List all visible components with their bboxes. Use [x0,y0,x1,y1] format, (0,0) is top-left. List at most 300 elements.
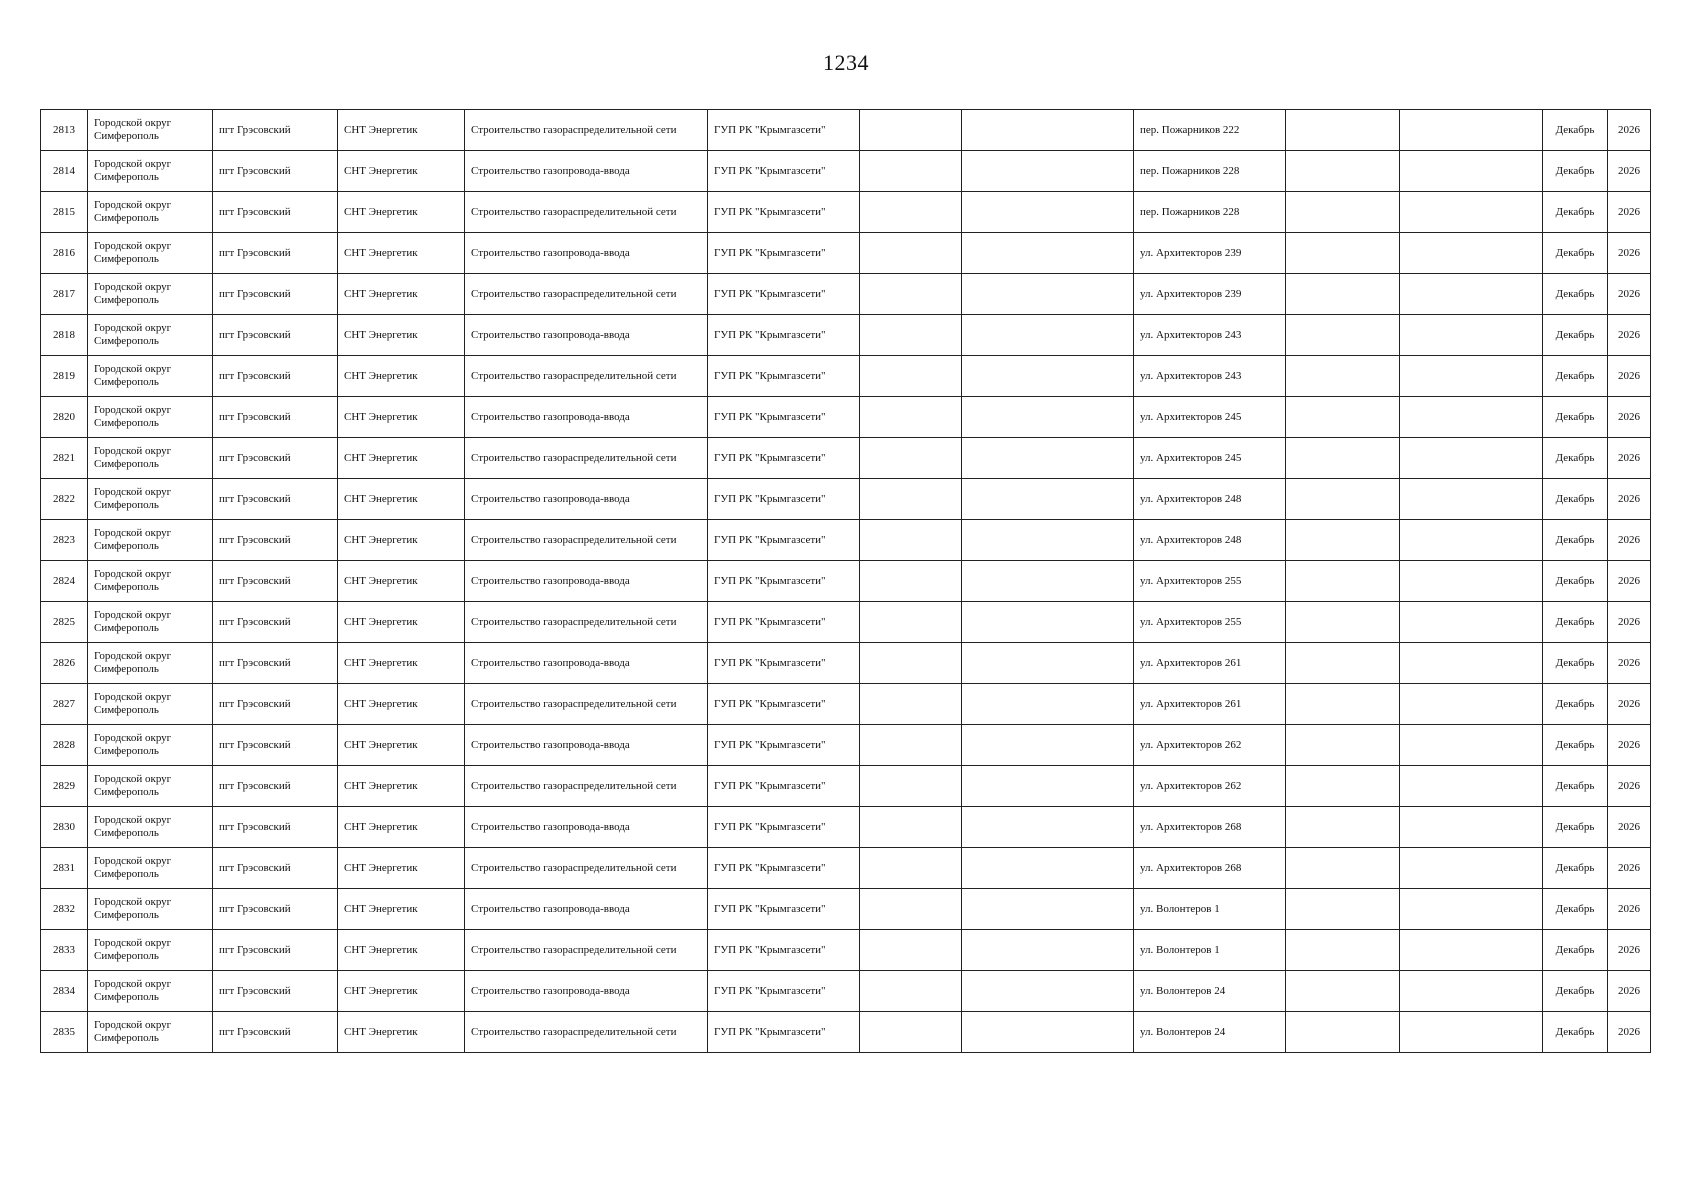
work-type-cell: Строительство газораспределительной сети [465,192,708,233]
month-cell: Декабрь [1543,356,1608,397]
empty-cell [962,397,1134,438]
area-cell: СНТ Энергетик [338,1012,465,1053]
area-cell: СНТ Энергетик [338,889,465,930]
work-type-cell: Строительство газораспределительной сети [465,930,708,971]
empty-cell [962,151,1134,192]
district-cell: Городской округ Симферополь [88,807,213,848]
month-cell: Декабрь [1543,397,1608,438]
empty-cell [1286,520,1400,561]
address-cell: ул. Архитекторов 261 [1134,684,1286,725]
work-type-cell: Строительство газопровода-ввода [465,889,708,930]
work-type-cell: Строительство газораспределительной сети [465,1012,708,1053]
row-number-cell: 2816 [41,233,88,274]
registry-table [40,109,1651,1053]
area-cell: СНТ Энергетик [338,561,465,602]
district-cell: Городской округ Симферополь [88,848,213,889]
organization-cell: ГУП РК "Крымгазсети" [708,725,860,766]
empty-cell [860,1012,962,1053]
empty-cell [1286,397,1400,438]
settlement-cell: пгт Грэсовский [213,315,338,356]
table-row [41,233,1651,274]
month-cell: Декабрь [1543,725,1608,766]
empty-cell [860,602,962,643]
settlement-cell: пгт Грэсовский [213,684,338,725]
empty-cell [1400,643,1543,684]
address-cell: ул. Волонтеров 1 [1134,930,1286,971]
empty-cell [1400,520,1543,561]
empty-cell [962,561,1134,602]
empty-cell [1400,1012,1543,1053]
organization-cell: ГУП РК "Крымгазсети" [708,274,860,315]
empty-cell [1400,397,1543,438]
month-cell: Декабрь [1543,848,1608,889]
address-cell: ул. Архитекторов 243 [1134,356,1286,397]
work-type-cell: Строительство газораспределительной сети [465,110,708,151]
empty-cell [1286,602,1400,643]
row-number-cell: 2820 [41,397,88,438]
area-cell: СНТ Энергетик [338,520,465,561]
district-cell: Городской округ Симферополь [88,233,213,274]
row-number-cell: 2827 [41,684,88,725]
empty-cell [1400,807,1543,848]
address-cell: ул. Архитекторов 262 [1134,766,1286,807]
table-row [41,315,1651,356]
address-cell: ул. Волонтеров 1 [1134,889,1286,930]
organization-cell: ГУП РК "Крымгазсети" [708,356,860,397]
empty-cell [962,192,1134,233]
row-number-cell: 2814 [41,151,88,192]
table-row [41,479,1651,520]
table-row [41,110,1651,151]
empty-cell [1286,1012,1400,1053]
empty-cell [1400,315,1543,356]
district-cell: Городской округ Симферополь [88,315,213,356]
month-cell: Декабрь [1543,438,1608,479]
table-row [41,438,1651,479]
settlement-cell: пгт Грэсовский [213,561,338,602]
table-row [41,848,1651,889]
empty-cell [1400,479,1543,520]
empty-cell [962,971,1134,1012]
table-row [41,643,1651,684]
empty-cell [860,889,962,930]
empty-cell [1286,110,1400,151]
row-number-cell: 2830 [41,807,88,848]
empty-cell [1400,725,1543,766]
district-cell: Городской округ Симферополь [88,438,213,479]
work-type-cell: Строительство газопровода-ввода [465,643,708,684]
organization-cell: ГУП РК "Крымгазсети" [708,151,860,192]
work-type-cell: Строительство газопровода-ввода [465,151,708,192]
empty-cell [1286,561,1400,602]
empty-cell [1400,684,1543,725]
district-cell: Городской округ Симферополь [88,684,213,725]
empty-cell [860,192,962,233]
empty-cell [860,397,962,438]
empty-cell [1286,848,1400,889]
empty-cell [860,151,962,192]
empty-cell [962,315,1134,356]
empty-cell [962,889,1134,930]
month-cell: Декабрь [1543,602,1608,643]
empty-cell [1286,479,1400,520]
table-row [41,766,1651,807]
table-row [41,930,1651,971]
empty-cell [962,807,1134,848]
empty-cell [1286,233,1400,274]
month-cell: Декабрь [1543,684,1608,725]
work-type-cell: Строительство газопровода-ввода [465,561,708,602]
month-cell: Декабрь [1543,233,1608,274]
empty-cell [962,602,1134,643]
empty-cell [860,971,962,1012]
empty-cell [962,233,1134,274]
table-row [41,889,1651,930]
address-cell: ул. Архитекторов 245 [1134,438,1286,479]
organization-cell: ГУП РК "Крымгазсети" [708,397,860,438]
work-type-cell: Строительство газораспределительной сети [465,848,708,889]
address-cell: пер. Пожарников 222 [1134,110,1286,151]
area-cell: СНТ Энергетик [338,438,465,479]
empty-cell [1286,192,1400,233]
row-number-cell: 2828 [41,725,88,766]
area-cell: СНТ Энергетик [338,971,465,1012]
year-cell: 2026 [1608,274,1651,315]
row-number-cell: 2825 [41,602,88,643]
empty-cell [860,479,962,520]
organization-cell: ГУП РК "Крымгазсети" [708,192,860,233]
area-cell: СНТ Энергетик [338,192,465,233]
address-cell: ул. Архитекторов 268 [1134,848,1286,889]
settlement-cell: пгт Грэсовский [213,151,338,192]
year-cell: 2026 [1608,725,1651,766]
empty-cell [1400,889,1543,930]
month-cell: Декабрь [1543,315,1608,356]
empty-cell [962,356,1134,397]
row-number-cell: 2833 [41,930,88,971]
year-cell: 2026 [1608,233,1651,274]
work-type-cell: Строительство газопровода-ввода [465,397,708,438]
address-cell: ул. Архитекторов 261 [1134,643,1286,684]
month-cell: Декабрь [1543,520,1608,561]
row-number-cell: 2822 [41,479,88,520]
row-number-cell: 2831 [41,848,88,889]
organization-cell: ГУП РК "Крымгазсети" [708,971,860,1012]
area-cell: СНТ Энергетик [338,110,465,151]
empty-cell [860,274,962,315]
empty-cell [1400,151,1543,192]
month-cell: Декабрь [1543,643,1608,684]
empty-cell [860,561,962,602]
work-type-cell: Строительство газопровода-ввода [465,725,708,766]
month-cell: Декабрь [1543,561,1608,602]
year-cell: 2026 [1608,602,1651,643]
row-number-cell: 2823 [41,520,88,561]
month-cell: Декабрь [1543,479,1608,520]
empty-cell [860,315,962,356]
district-cell: Городской округ Симферополь [88,151,213,192]
area-cell: СНТ Энергетик [338,479,465,520]
empty-cell [962,110,1134,151]
work-type-cell: Строительство газопровода-ввода [465,807,708,848]
empty-cell [1400,438,1543,479]
table-row [41,397,1651,438]
empty-cell [1400,110,1543,151]
district-cell: Городской округ Симферополь [88,930,213,971]
work-type-cell: Строительство газораспределительной сети [465,438,708,479]
area-cell: СНТ Энергетик [338,233,465,274]
organization-cell: ГУП РК "Крымгазсети" [708,766,860,807]
district-cell: Городской округ Симферополь [88,110,213,151]
year-cell: 2026 [1608,192,1651,233]
work-type-cell: Строительство газораспределительной сети [465,766,708,807]
table-row [41,807,1651,848]
empty-cell [860,930,962,971]
table-row [41,971,1651,1012]
area-cell: СНТ Энергетик [338,602,465,643]
district-cell: Городской округ Симферополь [88,479,213,520]
address-cell: ул. Архитекторов 268 [1134,807,1286,848]
area-cell: СНТ Энергетик [338,274,465,315]
table-row [41,725,1651,766]
table-row [41,192,1651,233]
address-cell: ул. Архитекторов 255 [1134,602,1286,643]
empty-cell [962,274,1134,315]
settlement-cell: пгт Грэсовский [213,438,338,479]
address-cell: ул. Волонтеров 24 [1134,1012,1286,1053]
district-cell: Городской округ Симферополь [88,397,213,438]
empty-cell [1286,356,1400,397]
work-type-cell: Строительство газораспределительной сети [465,356,708,397]
address-cell: ул. Архитекторов 255 [1134,561,1286,602]
address-cell: пер. Пожарников 228 [1134,192,1286,233]
empty-cell [1400,356,1543,397]
year-cell: 2026 [1608,1012,1651,1053]
settlement-cell: пгт Грэсовский [213,643,338,684]
organization-cell: ГУП РК "Крымгазсети" [708,684,860,725]
organization-cell: ГУП РК "Крымгазсети" [708,930,860,971]
empty-cell [860,233,962,274]
empty-cell [1286,643,1400,684]
year-cell: 2026 [1608,561,1651,602]
organization-cell: ГУП РК "Крымгазсети" [708,438,860,479]
month-cell: Декабрь [1543,807,1608,848]
settlement-cell: пгт Грэсовский [213,520,338,561]
area-cell: СНТ Энергетик [338,848,465,889]
empty-cell [1400,971,1543,1012]
settlement-cell: пгт Грэсовский [213,930,338,971]
area-cell: СНТ Энергетик [338,356,465,397]
district-cell: Городской округ Симферополь [88,561,213,602]
work-type-cell: Строительство газопровода-ввода [465,233,708,274]
settlement-cell: пгт Грэсовский [213,766,338,807]
year-cell: 2026 [1608,151,1651,192]
organization-cell: ГУП РК "Крымгазсети" [708,848,860,889]
work-type-cell: Строительство газопровода-ввода [465,971,708,1012]
district-cell: Городской округ Симферополь [88,520,213,561]
empty-cell [860,684,962,725]
table-row [41,151,1651,192]
organization-cell: ГУП РК "Крымгазсети" [708,807,860,848]
year-cell: 2026 [1608,807,1651,848]
settlement-cell: пгт Грэсовский [213,397,338,438]
settlement-cell: пгт Грэсовский [213,479,338,520]
table-row [41,274,1651,315]
empty-cell [1286,930,1400,971]
year-cell: 2026 [1608,356,1651,397]
address-cell: ул. Архитекторов 245 [1134,397,1286,438]
month-cell: Декабрь [1543,971,1608,1012]
month-cell: Декабрь [1543,1012,1608,1053]
settlement-cell: пгт Грэсовский [213,807,338,848]
empty-cell [1286,971,1400,1012]
registry-rows [41,110,1651,1053]
settlement-cell: пгт Грэсовский [213,848,338,889]
empty-cell [1400,233,1543,274]
table-row [41,561,1651,602]
year-cell: 2026 [1608,438,1651,479]
district-cell: Городской округ Симферополь [88,602,213,643]
empty-cell [860,807,962,848]
empty-cell [1286,725,1400,766]
empty-cell [1400,602,1543,643]
empty-cell [962,438,1134,479]
address-cell: ул. Архитекторов 262 [1134,725,1286,766]
row-number-cell: 2818 [41,315,88,356]
year-cell: 2026 [1608,520,1651,561]
empty-cell [1400,274,1543,315]
organization-cell: ГУП РК "Крымгазсети" [708,110,860,151]
empty-cell [1286,766,1400,807]
year-cell: 2026 [1608,643,1651,684]
organization-cell: ГУП РК "Крымгазсети" [708,1012,860,1053]
settlement-cell: пгт Грэсовский [213,971,338,1012]
table-row [41,1012,1651,1053]
empty-cell [1286,807,1400,848]
empty-cell [1286,315,1400,356]
district-cell: Городской округ Симферополь [88,356,213,397]
empty-cell [860,356,962,397]
year-cell: 2026 [1608,110,1651,151]
year-cell: 2026 [1608,315,1651,356]
empty-cell [962,520,1134,561]
organization-cell: ГУП РК "Крымгазсети" [708,315,860,356]
year-cell: 2026 [1608,684,1651,725]
empty-cell [962,479,1134,520]
area-cell: СНТ Энергетик [338,643,465,684]
empty-cell [860,110,962,151]
month-cell: Декабрь [1543,110,1608,151]
empty-cell [1286,151,1400,192]
month-cell: Декабрь [1543,274,1608,315]
empty-cell [1286,889,1400,930]
year-cell: 2026 [1608,479,1651,520]
address-cell: ул. Архитекторов 239 [1134,233,1286,274]
row-number-cell: 2832 [41,889,88,930]
settlement-cell: пгт Грэсовский [213,274,338,315]
area-cell: СНТ Энергетик [338,766,465,807]
empty-cell [962,725,1134,766]
settlement-cell: пгт Грэсовский [213,889,338,930]
empty-cell [962,766,1134,807]
year-cell: 2026 [1608,889,1651,930]
empty-cell [962,1012,1134,1053]
empty-cell [1400,930,1543,971]
district-cell: Городской округ Симферополь [88,192,213,233]
district-cell: Городской округ Симферополь [88,889,213,930]
settlement-cell: пгт Грэсовский [213,1012,338,1053]
row-number-cell: 2835 [41,1012,88,1053]
area-cell: СНТ Энергетик [338,151,465,192]
year-cell: 2026 [1608,766,1651,807]
address-cell: ул. Волонтеров 24 [1134,971,1286,1012]
work-type-cell: Строительство газораспределительной сети [465,274,708,315]
settlement-cell: пгт Грэсовский [213,602,338,643]
area-cell: СНТ Энергетик [338,315,465,356]
district-cell: Городской округ Симферополь [88,971,213,1012]
empty-cell [1400,561,1543,602]
empty-cell [962,643,1134,684]
table-row [41,356,1651,397]
empty-cell [1400,192,1543,233]
page-number: 1234 [823,50,869,75]
district-cell: Городской округ Симферополь [88,643,213,684]
area-cell: СНТ Энергетик [338,725,465,766]
work-type-cell: Строительство газораспределительной сети [465,602,708,643]
address-cell: ул. Архитекторов 248 [1134,520,1286,561]
row-number-cell: 2813 [41,110,88,151]
row-number-cell: 2821 [41,438,88,479]
month-cell: Декабрь [1543,889,1608,930]
table-row [41,520,1651,561]
address-cell: ул. Архитекторов 243 [1134,315,1286,356]
address-cell: пер. Пожарников 228 [1134,151,1286,192]
empty-cell [1286,274,1400,315]
settlement-cell: пгт Грэсовский [213,725,338,766]
row-number-cell: 2824 [41,561,88,602]
settlement-cell: пгт Грэсовский [213,192,338,233]
organization-cell: ГУП РК "Крымгазсети" [708,520,860,561]
district-cell: Городской округ Симферополь [88,766,213,807]
area-cell: СНТ Энергетик [338,930,465,971]
district-cell: Городской округ Симферополь [88,274,213,315]
district-cell: Городской округ Симферополь [88,725,213,766]
organization-cell: ГУП РК "Крымгазсети" [708,889,860,930]
empty-cell [860,725,962,766]
address-cell: ул. Архитекторов 239 [1134,274,1286,315]
table-row [41,684,1651,725]
work-type-cell: Строительство газопровода-ввода [465,479,708,520]
empty-cell [860,766,962,807]
empty-cell [1286,684,1400,725]
area-cell: СНТ Энергетик [338,684,465,725]
settlement-cell: пгт Грэсовский [213,233,338,274]
empty-cell [962,848,1134,889]
month-cell: Декабрь [1543,151,1608,192]
settlement-cell: пгт Грэсовский [213,110,338,151]
table-row [41,602,1651,643]
empty-cell [1400,848,1543,889]
row-number-cell: 2815 [41,192,88,233]
organization-cell: ГУП РК "Крымгазсети" [708,602,860,643]
work-type-cell: Строительство газораспределительной сети [465,520,708,561]
work-type-cell: Строительство газопровода-ввода [465,315,708,356]
district-cell: Городской округ Симферополь [88,1012,213,1053]
organization-cell: ГУП РК "Крымгазсети" [708,561,860,602]
year-cell: 2026 [1608,971,1651,1012]
month-cell: Декабрь [1543,192,1608,233]
row-number-cell: 2819 [41,356,88,397]
